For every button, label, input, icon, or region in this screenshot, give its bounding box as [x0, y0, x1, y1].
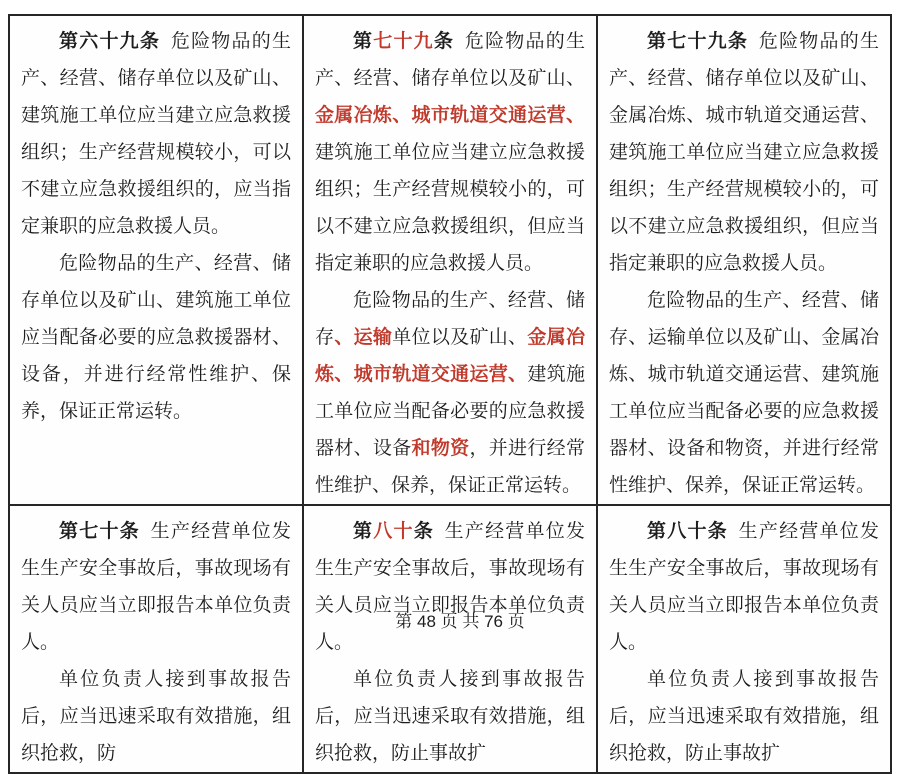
- page-number-footer: 第 48 页 共 76 页: [395, 612, 525, 631]
- text-segment: 条: [413, 521, 434, 542]
- article-paragraph: [315, 661, 585, 772]
- table-row: [9, 15, 891, 505]
- table-row: [9, 505, 891, 773]
- text-segment: 危险物品的生产、经营、储存单位以及矿山、金属冶炼、城市轨道交通运营、建筑施工单位应当建立应急救援组织；生产经营规模较小的，可以不建立应急救援组织，但应当指定兼职的应急救援人员。: [609, 31, 879, 274]
- text-segment: 建筑施工单位应当建立应急救援组织；生产经营规模较小的，可以不建立应急救援组织，但应当指定兼职的应急救援人员。: [315, 142, 585, 274]
- article-paragraph: [609, 661, 879, 772]
- cell-revised-article-80-markup: [303, 505, 597, 773]
- article-paragraph: [315, 513, 585, 661]
- revision-highlight: 七十九: [373, 31, 434, 52]
- text-segment: 第七十九条: [647, 31, 749, 52]
- article-paragraph: [609, 282, 879, 504]
- text-segment: 第七十条: [59, 521, 140, 542]
- text-segment: 建筑施工单位应当配备必要的应急救援器材、设备: [315, 364, 585, 459]
- text-segment: 第: [353, 521, 374, 542]
- cell-revised-article-79-markup: [303, 15, 597, 505]
- article-paragraph: [21, 245, 291, 430]
- text-segment: 单位负责人接到事故报告后，应当迅速采取有效措施，组织抢救，防止事故扩: [315, 669, 585, 764]
- cell-final-article-79: [597, 15, 891, 505]
- revision-highlight: 金属冶炼、城市轨道交通运营、: [315, 327, 585, 385]
- cell-old-article-70: [9, 505, 303, 773]
- text-segment: 单位以及矿山、: [392, 327, 528, 348]
- article-paragraph: [609, 23, 879, 282]
- law-comparison-table: [8, 14, 892, 774]
- text-segment: 危险物品的生产、经营、储存、运输单位以及矿山、金属冶炼、城市轨道交通运营、建筑施工单位应当配备必要的应急救援器材、设备和物资，并进行经常性维护、保养，保证正常运转。: [609, 290, 879, 496]
- text-segment: ，并进行经常性维护、保养，保证正常运转。: [315, 438, 585, 496]
- text-segment: 危险物品的生产、经营、储存: [315, 290, 585, 348]
- text-segment: 危险物品的生产、经营、储存单位以及矿山、建筑施工单位应当配备必要的应急救援器材、设备，并进行经常性维护、保养，保证正常运转。: [21, 253, 291, 422]
- article-paragraph: [609, 513, 879, 661]
- text-segment: 单位负责人接到事故报告后，应当迅速采取有效措施，组织抢救，防止事故扩: [609, 669, 879, 764]
- text-segment: 第八十条: [647, 521, 728, 542]
- text-segment: 危险物品的生产、经营、储存单位以及矿山、建筑施工单位应当建立应急救援组织；生产经营规模较小，可以不建立应急救援组织的，应当指定兼职的应急救援人员。: [21, 31, 291, 237]
- revision-highlight: 八十: [373, 521, 414, 542]
- article-paragraph: [21, 661, 291, 772]
- article-paragraph: [315, 282, 585, 504]
- cell-old-article-69: [9, 15, 303, 505]
- article-paragraph: [21, 23, 291, 245]
- revision-highlight: 、运输: [334, 327, 393, 348]
- text-segment: 生产经营单位发生生产安全事故后，事故现场有关人员应当立即报告本单位负责人。: [609, 521, 879, 653]
- text-segment: 单位负责人接到事故报告后，应当迅速采取有效措施，组织抢救，防: [21, 669, 291, 764]
- article-paragraph: [21, 513, 291, 661]
- text-segment: 危险物品的生产、经营、储存单位以及矿山、: [315, 31, 585, 89]
- text-segment: 第六十九条: [59, 31, 161, 52]
- revision-highlight: 金属冶炼、城市轨道交通运营、: [315, 105, 585, 126]
- text-segment: 第: [353, 31, 374, 52]
- article-paragraph: [315, 23, 585, 282]
- text-segment: 生产经营单位发生生产安全事故后，事故现场有关人员应当立即报告本单位负责人。: [315, 521, 585, 653]
- text-segment: 条: [433, 31, 455, 52]
- cell-final-article-80: [597, 505, 891, 773]
- revision-highlight: 和物资: [411, 438, 470, 459]
- text-segment: 生产经营单位发生生产安全事故后，事故现场有关人员应当立即报告本单位负责人。: [21, 521, 291, 653]
